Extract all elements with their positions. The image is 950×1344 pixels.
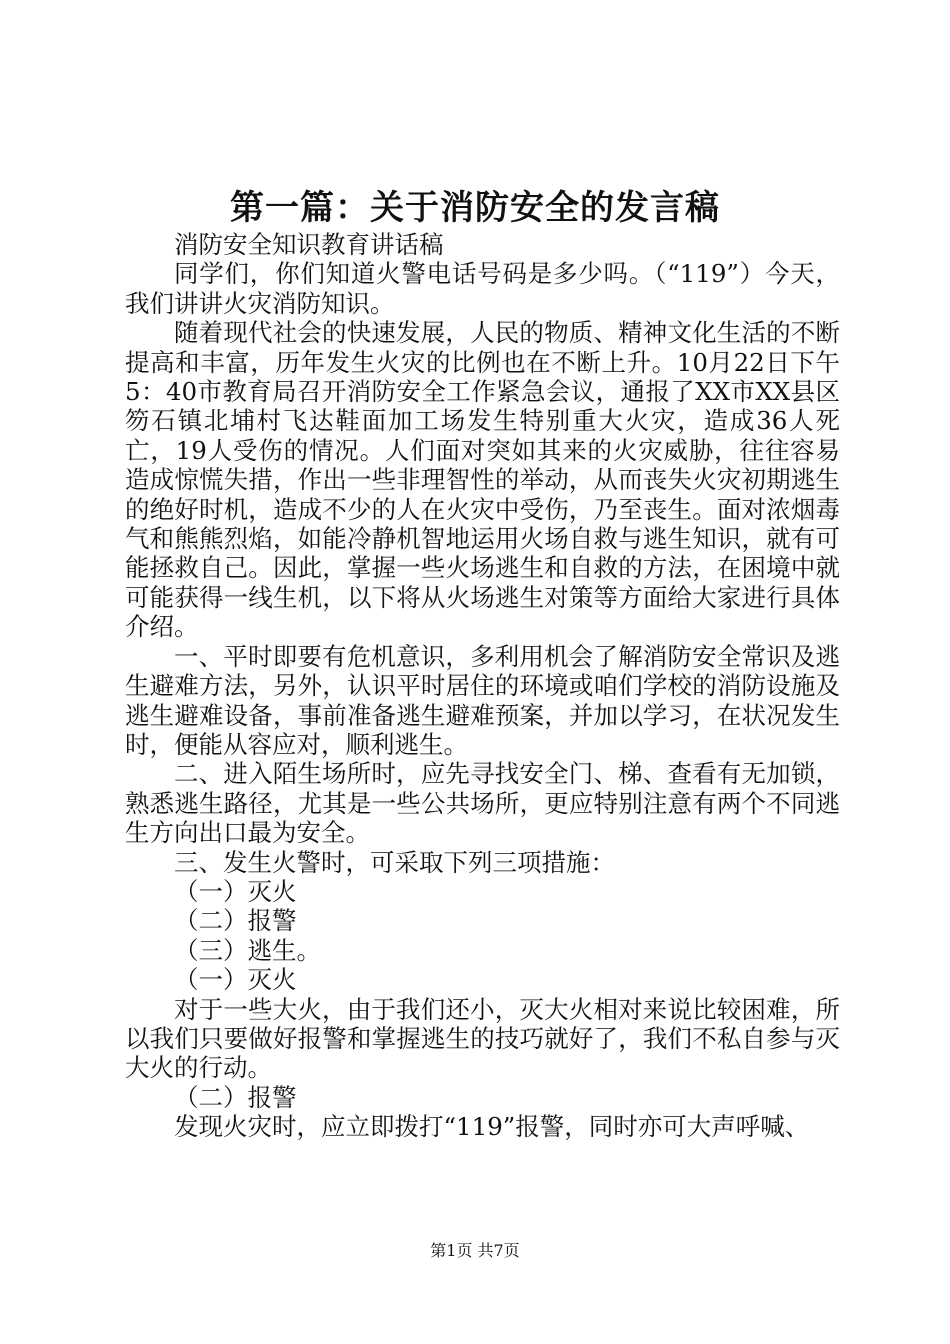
- document-body: [125, 230, 840, 1142]
- paragraph: 三、发生火警时，可采取下列三项措施：: [174, 847, 615, 877]
- paragraph: 一、平时即要有危机意识，多利用机会了解消防安全常识及逃生避难方法，另外，认识平时居住的环境或咱们学校的消防设施及逃生避难设备，事前准备逃生避难预案，并加以学习，在状况发生时，便能从容应对，顺利逃生。: [125, 641, 840, 759]
- section-heading: （一）灭火: [174, 965, 297, 995]
- paragraph: 同学们，你们知道火警电话号码是多少吗。（“119”）今天，我们讲讲火灾消防知识。: [125, 259, 840, 318]
- list-item: （二）报警: [174, 906, 297, 936]
- list-item: （一）灭火: [174, 876, 297, 906]
- document-title: 第一篇：关于消防安全的发言稿: [230, 188, 720, 228]
- section-heading: （二）报警: [174, 1082, 297, 1112]
- list-item: （三）逃生。: [174, 935, 321, 965]
- paragraph: 二、进入陌生场所时，应先寻找安全门、梯、查看有无加锁，熟悉逃生路径，尤其是一些公共场所，更应特别注意有两个不同逃生方向出口最为安全。: [125, 759, 840, 848]
- paragraph: 发现火灾时，应立即拨打“119”报警，同时亦可大声呼喊、: [174, 1112, 810, 1142]
- page-footer: 第1页 共7页: [430, 1241, 520, 1260]
- paragraph-subtitle: 消防安全知识教育讲话稿: [174, 230, 444, 259]
- paragraph: 对于一些大火，由于我们还小，灭大火相对来说比较困难，所以我们只要做好报警和掌握逃生的技巧就好了，我们不私自参与灭大火的行动。: [125, 994, 840, 1083]
- paragraph: 随着现代社会的快速发展，人民的物质、精神文化生活的不断提高和丰富，历年发生火灾的比例也在不断上升。10月22日下午5：40市教育局召开消防安全工作紧急会议，通报了XX市XX县区笏石镇北埔村飞达鞋面加工场发生特别重大火灾，造成36人死亡，19人受伤的情况。人们面对突如其来的火灾威胁，往往容易造成惊慌失措，作出一些非理智性的举动，从而丧失火灾初期逃生的绝好时机，造成不少的人在火灾中受伤，乃至丧生。面对浓烟毒气和熊熊烈焰，如能冷静机智地运用火场自救与逃生知识，就有可能拯救自己。因此，掌握一些火场逃生和自救的方法，在困境中就可能获得一线生机，以下将从火场逃生对策等方面给大家进行具体介绍。: [125, 318, 840, 642]
